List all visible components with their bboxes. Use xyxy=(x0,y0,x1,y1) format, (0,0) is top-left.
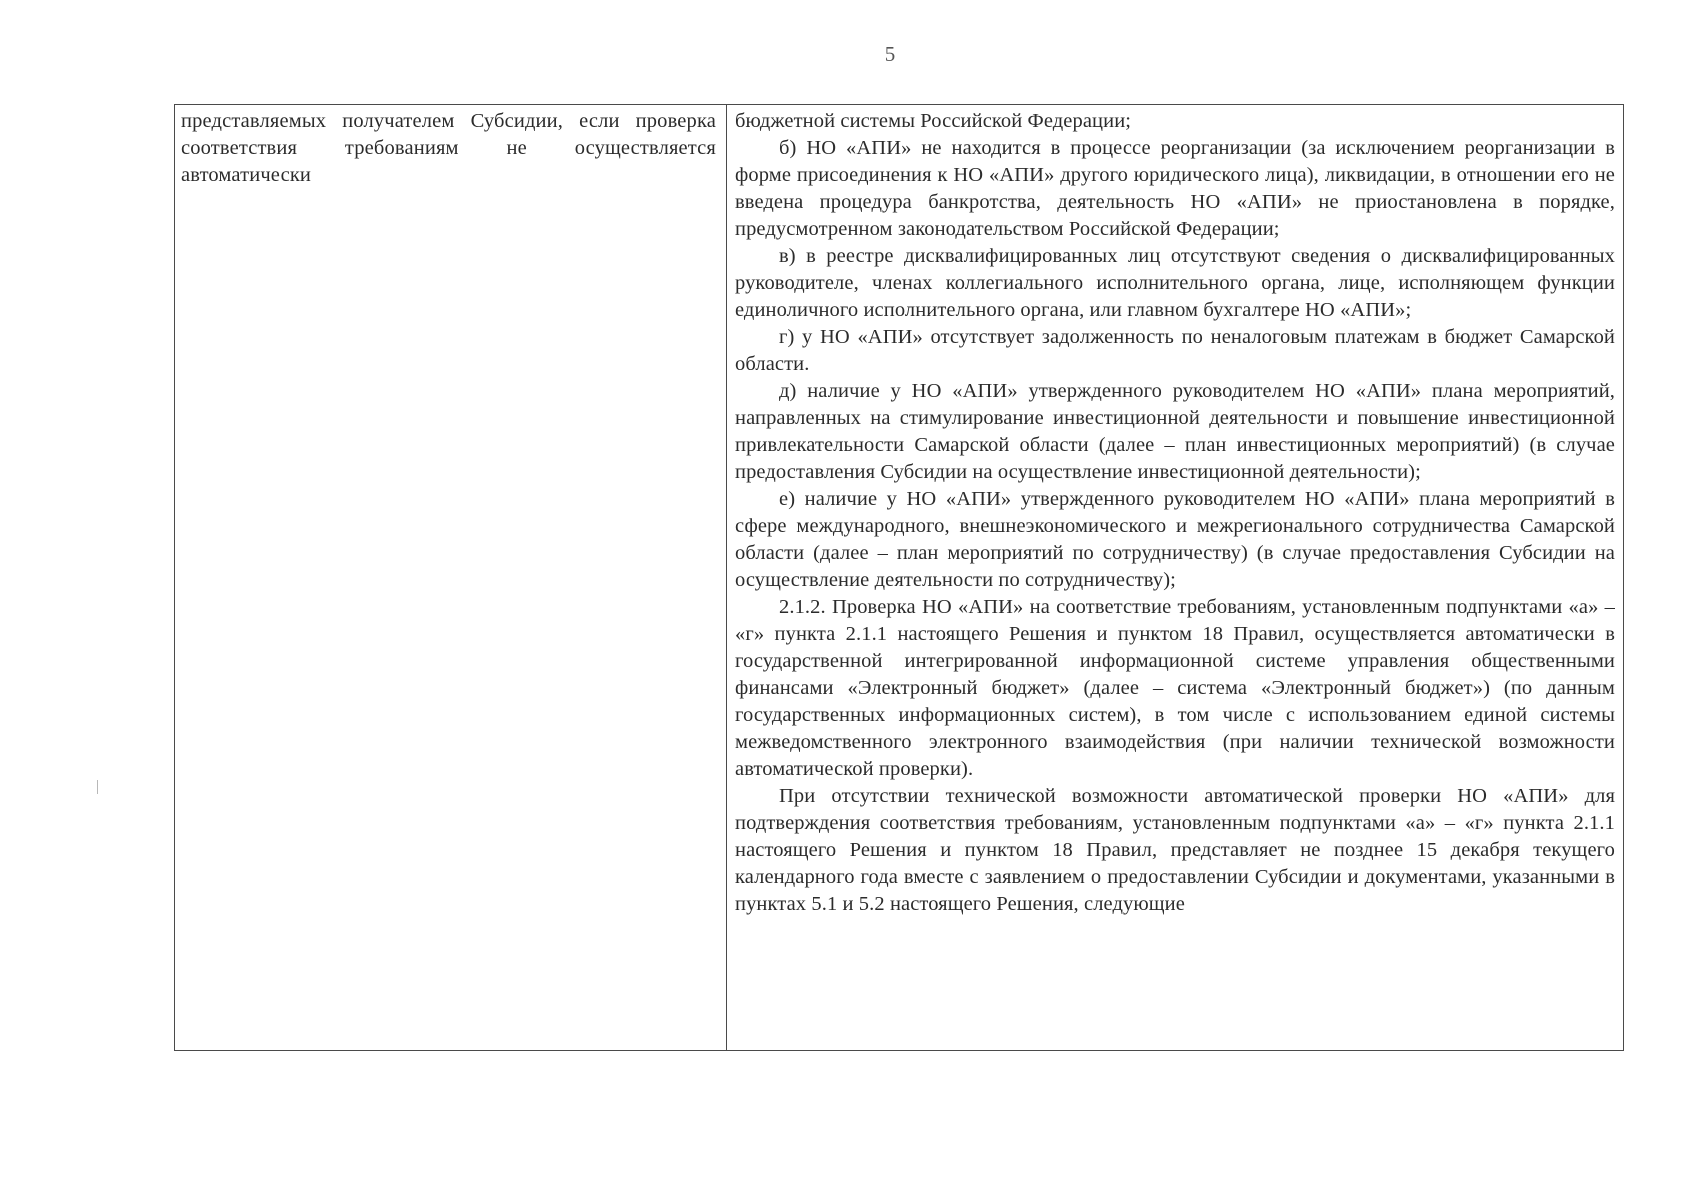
paragraph-continuation: бюджетной системы Российской Федерации; xyxy=(735,110,1132,132)
scan-artifact xyxy=(97,780,98,794)
left-cell-text: представляемых получателем Субсидии, если проверка соответствия требованиям не осуществляется автоматически xyxy=(181,110,716,186)
page-number: 5 xyxy=(884,42,896,66)
paragraph-v: в) в реестре дисквалифицированных лиц отсутствуют сведения о дисквалифицированных руководителе, членах коллегиального исполнительного органа, лице, исполняющем функции единоличного исполнительного органа, или главном бухгалтере НО «АПИ»; xyxy=(735,245,1615,321)
paragraph-d: д) наличие у НО «АПИ» утвержденного руководителем НО «АПИ» плана мероприятий, направленных на стимулирование инвестиционной деятельности и повышение инвестиционной привлекательности Самарской области (далее – план инвестиционных мероприятий) (в случае предоставления Субсидии на осуществление инвестиционной деятельности); xyxy=(735,380,1615,483)
paragraph-manual-check: При отсутствии технической возможности автоматической проверки НО «АПИ» для подтверждения соответствия требованиям, установленным подпунктами «а» – «г» пункта 2.1.1 настоящего Решения и пунктом 18 Правил, представляет не позднее 15 декабря текущего календарного года вместе с заявлением о предоставлении Субсидии и документами, указанными в пунктах 5.1 и 5.2 настоящего Решения, следующие xyxy=(735,785,1615,915)
paragraph-b: б) НО «АПИ» не находится в процессе реорганизации (за исключением реорганизации в форме присоединения к НО «АПИ» другого юридического лица), ликвидации, в отношении его не введена процедура банкротства, деятельность НО «АПИ» не приостановлена в порядке, предусмотренном законодательством Российской Федерации; xyxy=(735,137,1615,240)
requirements-table xyxy=(174,104,1624,1051)
paragraph-2-1-2: 2.1.2. Проверка НО «АПИ» на соответствие требованиям, установленным подпунктами «а» – «г» пункта 2.1.1 настоящего Решения и пунктом 18 Правил, осуществляется автоматически в государственной интегрированной информационной системе управления общественными финансами «Электронный бюджет» (далее – система «Электронный бюджет») (по данным государственных информационных систем), в том числе с использованием единой системы межведомственного электронного взаимодействия (при наличии технической возможности автоматической проверки). xyxy=(735,596,1615,780)
table-right-cell xyxy=(727,105,1623,1050)
paragraph-g: г) у НО «АПИ» отсутствует задолженность по неналоговым платежам в бюджет Самарской области. xyxy=(735,326,1615,375)
table-left-cell xyxy=(175,105,727,1050)
paragraph-e: е) наличие у НО «АПИ» утвержденного руководителем НО «АПИ» плана мероприятий в сфере международного, внешнеэкономического и межрегионального сотрудничества Самарской области (далее – план мероприятий по сотрудничеству) (в случае предоставления Субсидии на осуществление деятельности по сотрудничеству); xyxy=(735,488,1615,591)
